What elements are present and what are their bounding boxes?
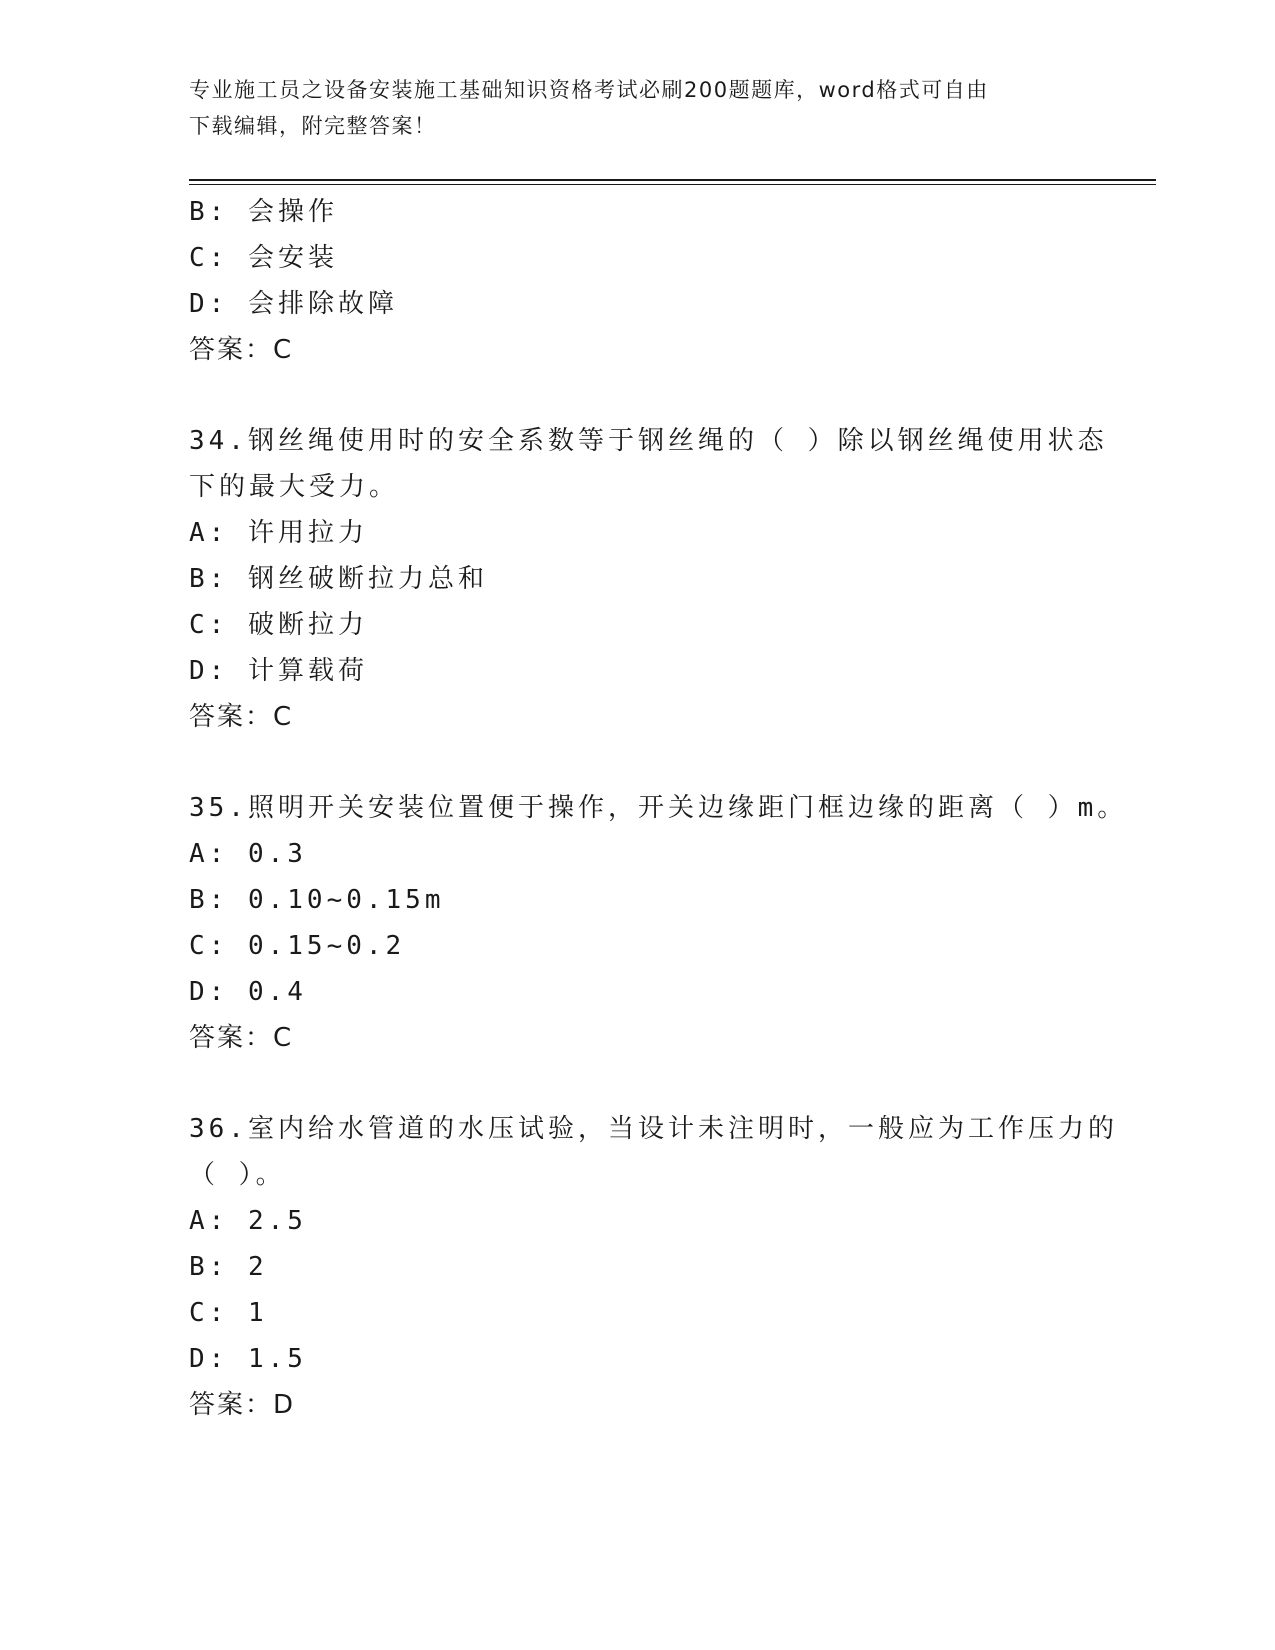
question-stem: 36.室内给水管道的水压试验，当设计未注明时，一般应为工作压力的	[189, 1114, 1118, 1144]
question-content	[189, 189, 1128, 1428]
answer-line: 答案：C	[189, 335, 294, 365]
option-c: C: 破断拉力	[189, 610, 368, 640]
header-title-line-2: 下载编辑，附完整答案！	[189, 114, 437, 138]
option-d: D: 会排除故障	[189, 289, 398, 319]
answer-line: 答案：D	[189, 1390, 296, 1420]
header-divider-thick	[189, 179, 1156, 181]
question-stem-continued: （ ）。	[189, 1160, 286, 1190]
option-a: A: 0.3	[189, 839, 307, 869]
page-header	[189, 72, 1089, 144]
option-c: C: 0.15~0.2	[189, 931, 406, 961]
spacer	[189, 373, 1089, 418]
question-stem: 34.钢丝绳使用时的安全系数等于钢丝绳的（ ）除以钢丝绳使用状态	[189, 426, 1108, 456]
spacer	[189, 1061, 1089, 1106]
option-a: A: 2.5	[189, 1206, 307, 1236]
header-divider-thin	[189, 184, 1156, 185]
option-d: D: 计算载荷	[189, 656, 368, 686]
spacer	[189, 740, 1089, 785]
header-title-line-1: 专业施工员之设备安装施工基础知识资格考试必刷200题题库，word格式可自由	[189, 78, 989, 102]
question-36	[189, 1106, 1118, 1428]
option-b: B: 会操作	[189, 197, 338, 227]
option-d: D: 1.5	[189, 1344, 307, 1374]
answer-line: 答案：C	[189, 702, 294, 732]
option-c: C: 1	[189, 1298, 268, 1328]
option-b: B: 0.10~0.15m	[189, 885, 445, 915]
option-b: B: 钢丝破断拉力总和	[189, 564, 488, 594]
option-a: A: 许用拉力	[189, 518, 368, 548]
option-d: D: 0.4	[189, 977, 307, 1007]
question-stem-continued: 下的最大受力。	[189, 472, 400, 502]
question-stem: 35.照明开关安装位置便于操作，开关边缘距门框边缘的距离（ ）m。	[189, 793, 1128, 823]
option-c: C: 会安装	[189, 243, 338, 273]
option-b: B: 2	[189, 1252, 268, 1282]
question-33-tail	[189, 189, 1089, 373]
answer-line: 答案：C	[189, 1023, 294, 1053]
question-34	[189, 418, 1108, 740]
question-35	[189, 785, 1128, 1061]
